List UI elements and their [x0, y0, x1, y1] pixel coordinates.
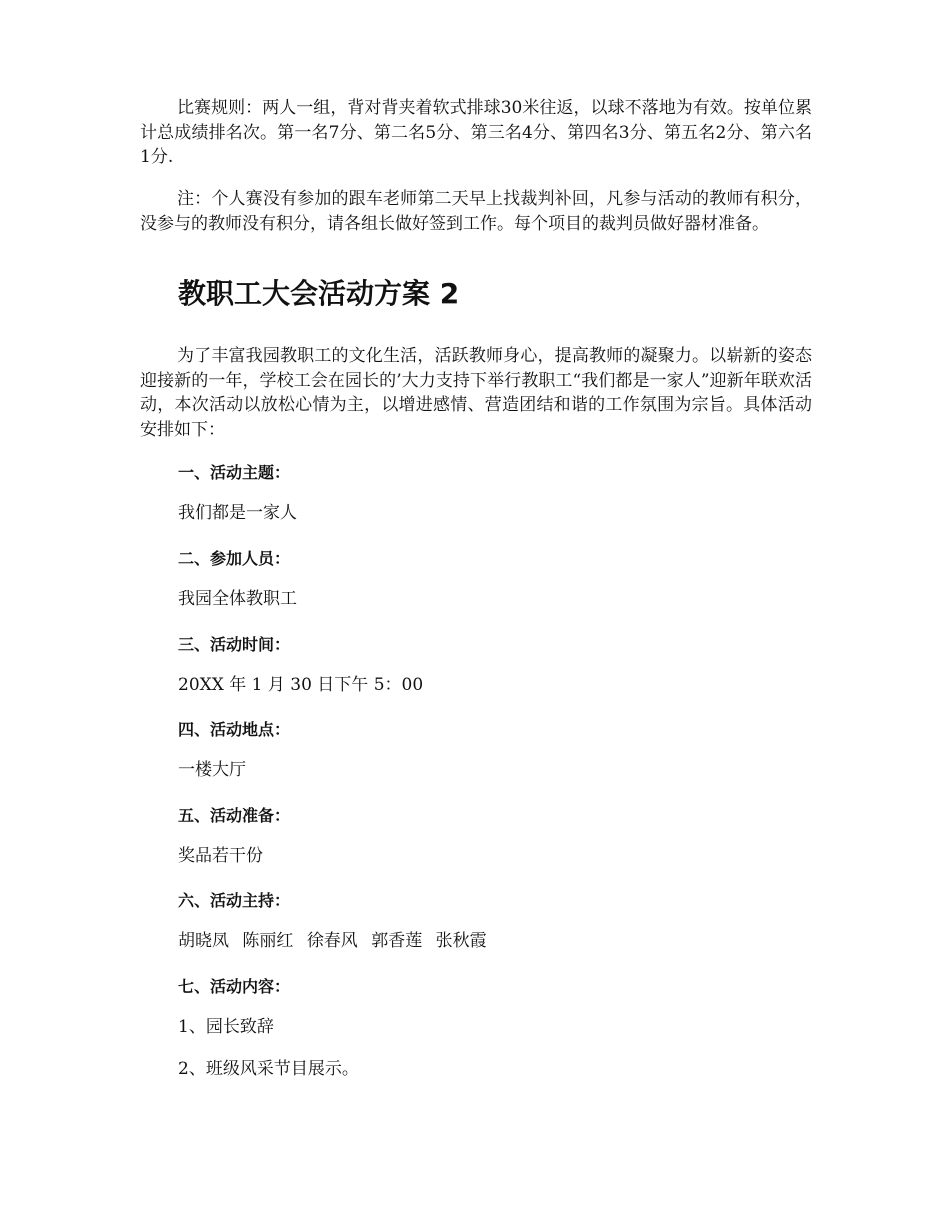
- section-value-time: 20XX 年 1 月 30 日下午 5：00: [178, 675, 424, 695]
- section-value-theme: 我们都是一家人: [178, 503, 297, 523]
- host-name: 陈丽红: [242, 931, 294, 951]
- section-heading-content: 七、活动内容：: [178, 977, 291, 996]
- document-title: 教职工大会活动方案 2: [178, 277, 460, 310]
- host-names: [178, 929, 495, 953]
- section-heading-participants: 二、参加人员：: [178, 549, 291, 568]
- section-heading-theme: 一、活动主题：: [178, 463, 291, 482]
- section-heading-prep: 五、活动准备：: [178, 806, 291, 825]
- content-item: 2、班级风采节目展示。: [178, 1059, 359, 1079]
- section-heading-hosts: 六、活动主持：: [178, 891, 291, 910]
- section-value-prep: 奖品若干份: [178, 846, 263, 866]
- host-name: 胡晓凤: [178, 931, 229, 951]
- content-item: 1、园长致辞: [178, 1017, 274, 1037]
- host-name: 张秋霞: [435, 931, 487, 951]
- section-heading-place: 四、活动地点：: [178, 720, 291, 739]
- section-value-participants: 我园全体教职工: [178, 589, 297, 609]
- intro-paragraph: 为了丰富我园教职工的文化生活，活跃教师身心，提高教师的凝聚力。以崭新的姿态迎接新的一年，学校工会在园长的’大力支持下举行教职工“我们都是一家人”迎新年联欢活动，本次活动以放松心情为主，以增进感情、营造团结和谐的工作氛围为宗旨。具体活动安排如下：: [140, 346, 812, 440]
- host-name: 郭香莲: [371, 931, 423, 951]
- rules-paragraph: 比赛规则：两人一组，背对背夹着软式排球30米往返，以球不落地为有效。按单位累计总成绩排名次。第一名7分、第二名5分、第三名4分、第四名3分、第五名2分、第六名1分.: [140, 98, 812, 167]
- host-name: 徐春风: [306, 931, 358, 951]
- note-paragraph: 注：个人赛没有参加的跟车老师第二天早上找裁判补回，凡参与活动的教师有积分，没参与的教师没有积分，请各组长做好签到工作。每个项目的裁判员做好器材准备。: [140, 189, 812, 234]
- section-value-place: 一楼大厅: [178, 760, 246, 780]
- section-heading-time: 三、活动时间：: [178, 635, 291, 654]
